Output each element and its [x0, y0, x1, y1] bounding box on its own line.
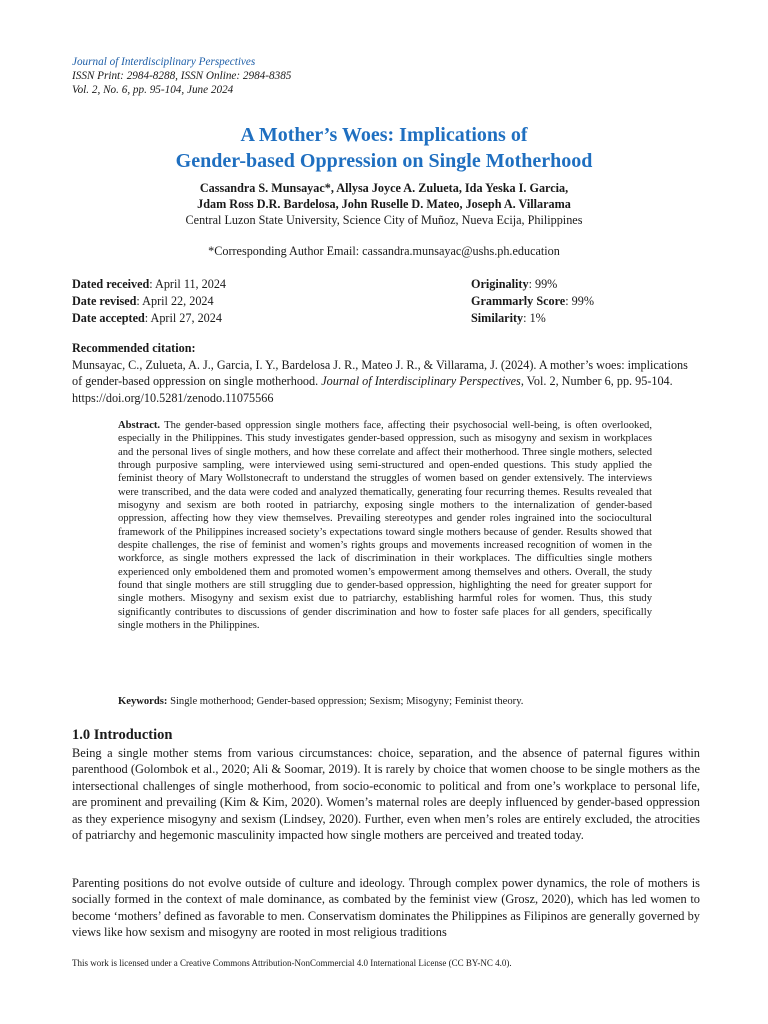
- title-line-2: Gender-based Oppression on Single Motherhood: [175, 150, 593, 172]
- issn-line: ISSN Print: 2984-8288, ISSN Online: 2984-8385: [72, 70, 292, 82]
- dates-block: [72, 276, 226, 327]
- citation-text: Munsayac, C., Zulueta, A. J., Garcia, I. Y., Bardelosa J. R., Mateo J. R., & Villarama, J. (2024). A mother’s woes: implications of gender-based oppression on single motherhood. Journal of Interdisciplinary Perspectives, Vol. 2, Number 6, pp. 95-104. https://doi.org/10.5281/zenodo.11075566: [72, 358, 688, 405]
- date-accepted: Date accepted: April 27, 2024: [72, 311, 222, 325]
- similarity-score: Similarity: 1%: [471, 311, 546, 325]
- abstract-label: Abstract.: [118, 420, 161, 431]
- title-line-1: A Mother’s Woes: Implications of: [240, 124, 528, 146]
- license-footer: This work is licensed under a Creative Commons Attribution-NonCommercial 4.0 International License (CC BY-NC 4.0).: [72, 958, 512, 968]
- section-heading: 1.0 Introduction: [72, 727, 173, 743]
- paper-title: [0, 122, 768, 174]
- authors-line-1: Cassandra S. Munsayac*, Allysa Joyce A. Zulueta, Ida Yeska I. Garcia,: [199, 181, 569, 195]
- keywords-label: Keywords:: [118, 696, 168, 707]
- grammarly-score: Grammarly Score: 99%: [471, 294, 594, 308]
- originality-score: Originality: 99%: [471, 277, 558, 291]
- abstract-text: The gender-based oppression single mothers face, affecting their psychosocial well-being, is often overlooked, especially in the Philippines. This study investigates gender-based oppression, such as misogyny and sexism in workplaces and the personal lives of single mothers, and how these correlate and affect their motherhood. Three single mothers, selected through purposive sampling, were interviewed using semi-structured and open-ended questions. This study applied the feminist theory of Mary Wollstonecraft to understand the struggles of women based on gender extensively. The interviews were transcribed, and the data were coded and analyzed thematically, generating four recurring themes. Results revealed that misogyny and sexism are both rooted in patriarchy, exposing single mothers to the internalization of gender-based oppression, affecting how they view themselves. Prevailing stereotypes and gender roles ingrained into the sociocultural framework of the Philippines increased society’s expectations toward single mothers because of gender. Results showed that despite challenges, the rise of feminist and women’s rights groups and movements increased recognition of women in the workforce, as single mothers expressed the lack of discrimination in their workplaces. The difficulties single mothers experienced only emboldened them and promoted women’s empowerment among themselves and others. Overall, the study found that single mothers are still struggling due to gender-based oppression, highlighting the need for greater support for single mothers. Misogyny and sexism exist due to patriarchy, establishing harmful roles for women. Thus, this study significantly contributes to discussions of gender discrimination and how to foster safe places for all genders, specifically single mothers in the Philippines.: [118, 420, 652, 632]
- intro-paragraph-2: Parenting positions do not evolve outside of culture and ideology. Through complex power dynamics, the role of mothers is socially formed in the context of male dominance, as combated by the feminist view (Grosz, 2020), which has led women to become ‘mothers’ defined as favorable to men. Conservatism dominates the Philippines as Filipinos are generally governed by views like how sexism and misogyny are rooted in most religious traditions: [72, 876, 700, 940]
- corresponding-email: *Corresponding Author Email: cassandra.munsayac@ushs.ph.education: [208, 244, 560, 258]
- authors-line-2: Jdam Ross D.R. Bardelosa, John Ruselle D. Mateo, Joseph A. Villarama: [197, 197, 571, 211]
- date-revised: Date revised: April 22, 2024: [72, 294, 214, 308]
- journal-header: [72, 55, 291, 97]
- date-received: Dated received: April 11, 2024: [72, 277, 227, 291]
- citation-label: Recommended citation:: [72, 341, 196, 355]
- author-block: [0, 180, 768, 228]
- affiliation: Central Luzon State University, Science City of Muñoz, Nueva Ecija, Philippines: [185, 213, 583, 227]
- journal-title: Journal of Interdisciplinary Perspectives: [72, 56, 256, 68]
- scores-block: [471, 276, 594, 327]
- keywords-text: Single motherhood; Gender-based oppression; Sexism; Misogyny; Feminist theory.: [167, 696, 524, 707]
- volume-line: Vol. 2, No. 6, pp. 95-104, June 2024: [72, 84, 234, 96]
- keywords: [118, 696, 652, 707]
- abstract: [118, 419, 652, 633]
- intro-paragraph-1: Being a single mother stems from various circumstances: choice, separation, and the absence of paternal figures within parenthood (Golombok et al., 2020; Ali & Soomar, 2019). It is rarely by choice that women choose to be single mothers as the intersectional challenges of single motherhood, from socio-economic to political and from one’s workplace to personal life, are prominent and prevailing (Kim & Kim, 2020). Women’s maternal roles are deeply influenced by gender-based oppression as they experience misogyny and sexism (Lindsey, 2020). Further, even when men’s roles are entirely excluded, the atrocities of patriarchy and hegemonic masculinity impacted how single mothers are perceived and treated today.: [72, 746, 700, 843]
